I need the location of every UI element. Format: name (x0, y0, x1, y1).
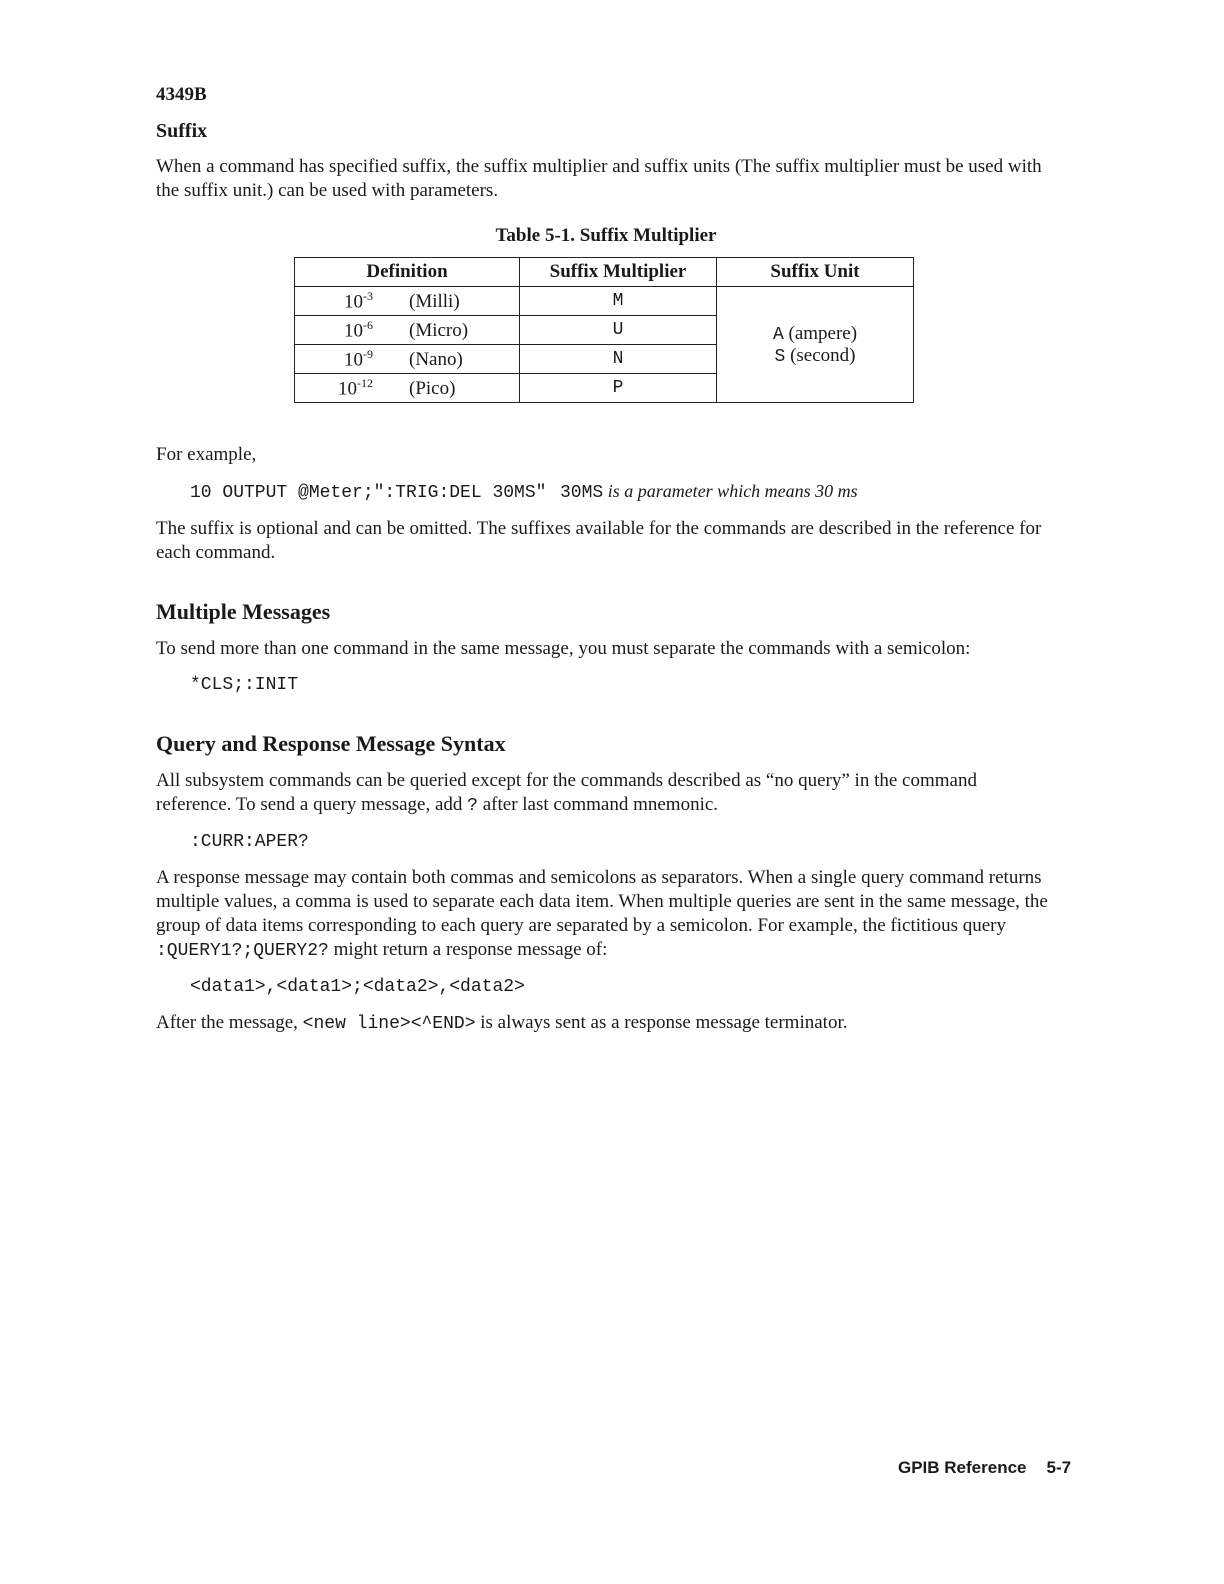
unit-a-text: (ampere) (783, 322, 858, 344)
query-mark-code: ? (467, 796, 478, 816)
prefix-name: (Milli) (409, 291, 460, 313)
unit-cell (717, 287, 914, 403)
prefix-name: (Nano) (409, 349, 463, 371)
table-caption: Table 5-1. Suffix Multiplier (495, 225, 717, 246)
definition-cell (295, 374, 520, 403)
query-text-3a: After the message, (156, 1012, 303, 1033)
query-syntax-heading: Query and Response Message Syntax (156, 731, 506, 756)
example-line (190, 479, 1056, 505)
example-code: 10 OUTPUT @Meter;":TRIG:DEL 30MS" (190, 483, 547, 503)
query-text-1a: All subsystem commands can be queried except for the commands described as “no query” in the command reference. To send a query message, add (156, 770, 977, 815)
definition-cell (295, 345, 520, 374)
query-fictitious-code: :QUERY1?;QUERY2? (156, 941, 329, 961)
page-content (156, 84, 1056, 1048)
query-text-2b: might return a response message of: (328, 939, 608, 960)
header-definition: Definition (295, 258, 520, 287)
query-text-1b: after last command mnemonic. (477, 794, 719, 815)
multiplier-cell: M (520, 287, 717, 316)
multiplier-cell: P (520, 374, 717, 403)
power-exponent: -3 (363, 288, 373, 303)
multiplier-cell: U (520, 316, 717, 345)
example-label: For example, (156, 444, 257, 465)
power-exponent: -12 (357, 375, 373, 390)
multiple-messages-text: To send more than one command in the same message, you must separate the commands with a semicolon: (156, 638, 971, 659)
query-code-2: <data1>,<data1>;<data2>,<data2> (190, 977, 525, 997)
power-base: 10 (344, 320, 363, 342)
power-base: 10 (338, 378, 357, 400)
suffix-table (294, 257, 914, 403)
example-note: is a parameter which means 30 ms (607, 481, 858, 501)
unit-s-text: (second) (785, 344, 856, 366)
power-base: 10 (344, 291, 363, 313)
definition-cell (295, 316, 520, 345)
table-row (295, 287, 914, 316)
footer-page-number: 5-7 (1046, 1458, 1072, 1477)
multiple-messages-heading: Multiple Messages (156, 599, 331, 624)
query-code-1: :CURR:APER? (190, 832, 309, 852)
unit-a-code: A (772, 324, 784, 345)
table-header-row (295, 258, 914, 287)
suffix-intro: When a command has specified suffix, the suffix multiplier and suffix units (The suffix multiplier must be used with the suffix unit.) can be used with parameters. (156, 156, 1042, 201)
query-text-2a: A response message may contain both commas and semicolons as separators. When a single query command returns multiple values, a comma is used to separate each data item. When multiple queries are sent in the same message, the group of data items corresponding to each query are separated by a semicolon. For example, the fictitious query (156, 867, 1048, 936)
multiple-messages-code: *CLS;:INIT (190, 675, 299, 695)
power-base: 10 (344, 349, 363, 371)
query-text-1 (156, 769, 1056, 818)
page-footer (898, 1458, 1071, 1478)
prefix-name: (Pico) (409, 378, 456, 400)
suffix-heading: Suffix (156, 120, 208, 142)
definition-cell (295, 287, 520, 316)
example-param: 30MS (559, 483, 604, 503)
query-text-3b: is always sent as a response message terminator. (475, 1012, 848, 1033)
prefix-name: (Micro) (409, 320, 469, 342)
query-text-3 (156, 1011, 1056, 1036)
suffix-optional-text: The suffix is optional and can be omitted. The suffixes available for the commands are described in the reference for each command. (156, 518, 1042, 563)
header-multiplier: Suffix Multiplier (520, 258, 717, 287)
query-text-2 (156, 866, 1056, 963)
power-exponent: -6 (363, 317, 373, 332)
header-unit: Suffix Unit (717, 258, 914, 287)
multiplier-cell: N (520, 345, 717, 374)
model-number: 4349B (156, 84, 207, 105)
unit-s-code: S (774, 346, 786, 367)
footer-section: GPIB Reference (898, 1458, 1027, 1477)
terminator-code: <new line><^END> (302, 1014, 476, 1034)
power-exponent: -9 (363, 346, 373, 361)
